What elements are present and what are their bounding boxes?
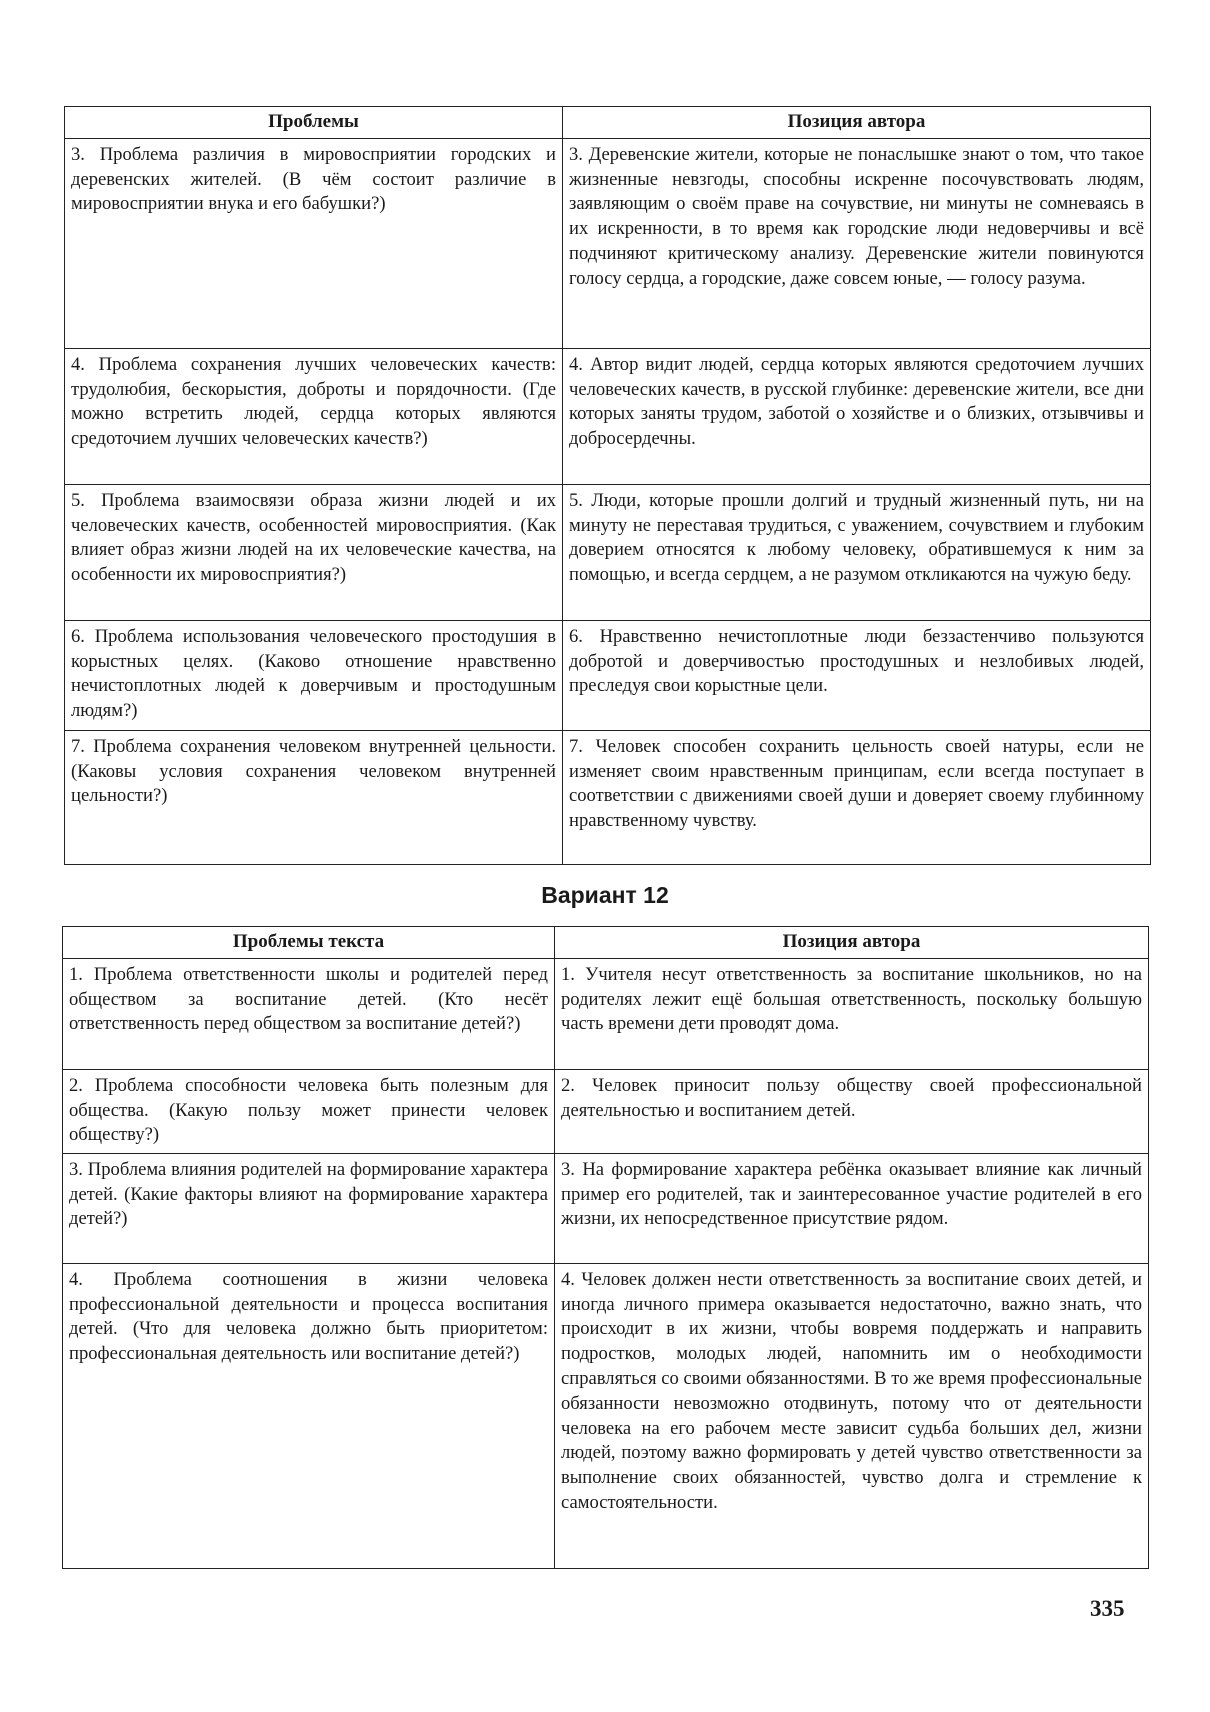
position-cell: 1. Учителя несут ответственность за воспитание школьников, но на родителях лежит ещё большая ответственность, поскольку большую часть времени дети проводят дома.: [555, 958, 1149, 1069]
position-cell: 3. Деревенские жители, которые не понаслышке знают о том, что такое жизненные невзгоды, способны искренне посочувствовать людям, заявляющим о своём праве на сочувствие, ни минуты не сомневаясь в их искренности, в то время как городские люди недоверчивы и всё подчиняют критическому анализу. Деревенские жители повинуются голосу сердца, а городские, даже совсем юные, — голосу разума.: [563, 138, 1151, 348]
page-number: 335: [1090, 1596, 1125, 1621]
position-cell: 4. Автор видит людей, сердца которых являются средоточием лучших человеческих качеств, в русской глубинке: деревенские жители, все дни которых заняты трудом, заботой о хозяйстве и о близких, отзывчивы и добросердечны.: [563, 348, 1151, 484]
problem-cell: 3. Проблема влияния родителей на формирование характера детей. (Какие факторы влияют на формирование характера детей?): [63, 1153, 555, 1263]
table-row: [65, 138, 1151, 348]
column-header-problems: Проблемы: [65, 107, 563, 139]
problem-cell: 2. Проблема способности человека быть полезным для общества. (Какую пользу может принести человек обществу?): [63, 1069, 555, 1153]
table-row: [63, 958, 1149, 1069]
column-header-text-problems: Проблемы текста: [63, 927, 555, 959]
problem-cell: 4. Проблема соотношения в жизни человека профессиональной деятельности и процесса воспитания детей. (Что для человека должно быть приоритетом: профессиональная деятельность или воспитание детей?): [63, 1263, 555, 1568]
position-cell: 7. Человек способен сохранить цельность своей натуры, если не изменяет своим нравственным принципам, если всегда поступает в соответствии с движениями своей души и доверяет своему глубинному нравственному чувству.: [563, 730, 1151, 864]
table-row: [65, 730, 1151, 864]
position-cell: 3. На формирование характера ребёнка оказывает влияние как личный пример его родителей, так и заинтересованное участие родителей в его жизни, их непосредственное присутствие рядом.: [555, 1153, 1149, 1263]
problems-table-top: [64, 106, 1151, 865]
problem-cell: 5. Проблема взаимосвязи образа жизни людей и их человеческих качеств, особенностей мировосприятия. (Как влияет образ жизни людей на их человеческие качества, на особенности их мировосприятия?): [65, 484, 563, 620]
position-cell: 5. Люди, которые прошли долгий и трудный жизненный путь, ни на минуту не переставая трудиться, с уважением, сочувствием и глубоким доверием относятся к любому человеку, обратившемуся к ним за помощью, и всегда сердцем, а не разумом откликаются на чужую беду.: [563, 484, 1151, 620]
table-row: [65, 620, 1151, 730]
column-header-author-position: Позиция автора: [563, 107, 1151, 139]
problem-cell: 1. Проблема ответственности школы и родителей перед обществом за воспитание детей. (Кто несёт ответственность перед обществом за воспитание детей?): [63, 958, 555, 1069]
column-header-author-position: Позиция автора: [555, 927, 1149, 959]
position-cell: 4. Человек должен нести ответственность за воспитание своих детей, и иногда личного примера оказывается недостаточно, важно знать, что происходит в их жизни, чтобы вовремя поддержать и направить подростков, молодых людей, напомнить им о необходимости справляться со своими обязанностями. В то же время профессиональные обязанности невозможно отодвинуть, потому что от деятельности человека на его рабочем месте зависит судьба больших дел, жизни людей, поэтому важно формировать у детей чувство ответственности за выполнение своих обязанностей, чувство долга и стремление к самостоятельности.: [555, 1263, 1149, 1568]
position-cell: 6. Нравственно нечистоплотные люди беззастенчиво пользуются добротой и доверчивостью простодушных и незлобивых людей, преследуя свои корыстные цели.: [563, 620, 1151, 730]
table-header-row: [63, 927, 1149, 959]
table-header-row: [65, 107, 1151, 139]
problem-cell: 3. Проблема различия в мировосприятии городских и деревенских жителей. (В чём состоит различие в мировосприятии внука и его бабушки?): [65, 138, 563, 348]
table-row: [63, 1069, 1149, 1153]
table-row: [65, 484, 1151, 620]
problems-table-variant-12: [62, 926, 1149, 1569]
problem-cell: 4. Проблема сохранения лучших человеческих качеств: трудолюбия, бескорыстия, доброты и порядочности. (Где можно встретить людей, сердца которых являются средоточием лучших человеческих качеств?): [65, 348, 563, 484]
position-cell: 2. Человек приносит пользу обществу своей профессиональной деятельностью и воспитанием детей.: [555, 1069, 1149, 1153]
problem-cell: 7. Проблема сохранения человеком внутренней цельности. (Каковы условия сохранения человеком внутренней цельности?): [65, 730, 563, 864]
variant-heading: Вариант 12: [541, 882, 669, 908]
table-row: [65, 348, 1151, 484]
table-row: [63, 1153, 1149, 1263]
table-row: [63, 1263, 1149, 1568]
problem-cell: 6. Проблема использования человеческого простодушия в корыстных целях. (Каково отношение нравственно нечистоплотных людей к доверчивым и простодушным людям?): [65, 620, 563, 730]
